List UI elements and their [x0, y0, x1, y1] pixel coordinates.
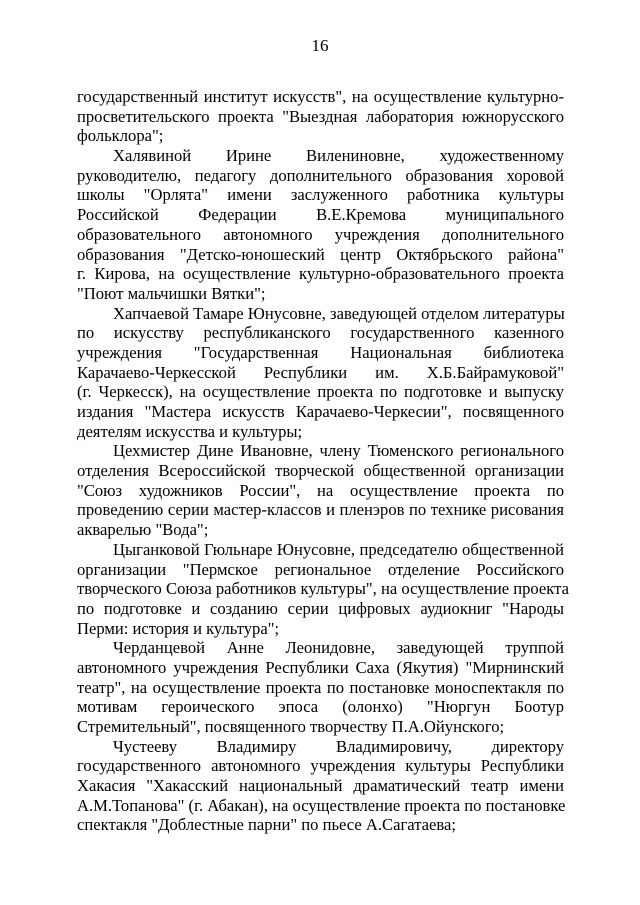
text-line: творческого Союза работников культуры", на осуществление проекта	[77, 579, 569, 599]
text-line: просветительского проекта "Выездная лаборатория южнорусского	[77, 106, 564, 126]
text-line: г. Кирова, на осуществление культурно-образовательного проекта	[77, 264, 564, 284]
page-number: 16	[311, 36, 329, 55]
paragraph	[77, 638, 564, 736]
text-line: организации "Пермское региональное отделение Российского	[77, 559, 564, 579]
text-line: государственный институт искусств", на осуществление культурно-	[77, 87, 564, 106]
text-line: Карачаево-Черкесской Республики им. Х.Б.Байрамуковой"	[77, 362, 564, 382]
text-line: автономного учреждения Республики Саха (Якутия) "Мирнинский	[77, 657, 564, 677]
text-line: театр", на осуществление проекта по постановке моноспектакля по	[77, 677, 564, 697]
document-body	[77, 87, 569, 835]
paragraph	[77, 304, 564, 442]
text-line: издания "Мастера искусств Карачаево-Черкесии", посвященного	[77, 402, 564, 421]
text-line: "Союз художников России", на осуществление проекта по	[77, 480, 564, 500]
text-line: Чустееву Владимиру Владимировичу, директору	[113, 736, 564, 756]
text-line: "Поют мальчишки Вятки";	[77, 283, 266, 303]
text-line: акварелью "Вода";	[77, 520, 209, 540]
text-line: мотивам героического эпоса (олонхо) "Нюргун Боотур	[77, 697, 564, 717]
text-line: по подготовке и созданию серии цифровых аудиокниг "Народы	[77, 598, 564, 618]
text-line: школы "Орлята" имени заслуженного работника культуры	[77, 185, 564, 205]
text-line: Хапчаевой Тамаре Юнусовне, заведующей отделом литературы	[113, 303, 565, 323]
text-line: проведению серии мастер-классов и пленэров по технике рисования	[77, 500, 564, 520]
text-line: образовательного автономного учреждения дополнительного	[77, 224, 564, 244]
text-line: Хакасия "Хакасский национальный драматический театр имени	[77, 776, 564, 796]
text-line: А.М.Топанова" (г. Абакан), на осуществление проекта по постановке	[77, 795, 566, 815]
text-line: руководителю, педагогу дополнительного образования хоровой	[77, 165, 564, 185]
text-line: Перми: история и культура";	[77, 618, 280, 638]
text-line: образования "Детско-юношеский центр Октябрьского района"	[77, 244, 564, 264]
paragraph	[77, 146, 564, 304]
paragraph	[77, 87, 564, 146]
text-line: государственного автономного учреждения культуры Республики	[77, 756, 564, 776]
paragraph	[77, 539, 569, 638]
text-line: Цехмистер Дине Ивановне, члену Тюменского регионального	[113, 441, 564, 461]
text-line: (г. Черкесск), на осуществление проекта по подготовке и выпуску	[77, 382, 564, 402]
text-line: Стремительный", посвященного творчеству П.А.Ойунского;	[77, 717, 505, 736]
text-line: Халявиной Ирине Вилениновне, художественному	[113, 146, 564, 166]
paragraph	[77, 737, 564, 835]
text-line: учреждения "Государственная Национальная библиотека	[77, 342, 564, 362]
paragraph	[77, 441, 564, 539]
text-line: Черданцевой Анне Леонидовне, заведующей труппой	[113, 638, 564, 658]
text-line: деятелям искусства и культуры;	[77, 421, 303, 441]
text-line: Российской Федерации В.Е.Кремова муниципального	[77, 205, 564, 225]
text-line: отделения Всероссийской творческой общественной организации	[77, 461, 564, 481]
text-line: спектакля "Доблестные парни" по пьесе А.Сагатаева;	[77, 815, 456, 835]
text-line: по искусству республиканского государственного казенного	[77, 323, 564, 343]
text-line: фольклора";	[77, 126, 164, 146]
text-line: Цыганковой Гюльнаре Юнусовне, председателю общественной	[113, 539, 564, 559]
